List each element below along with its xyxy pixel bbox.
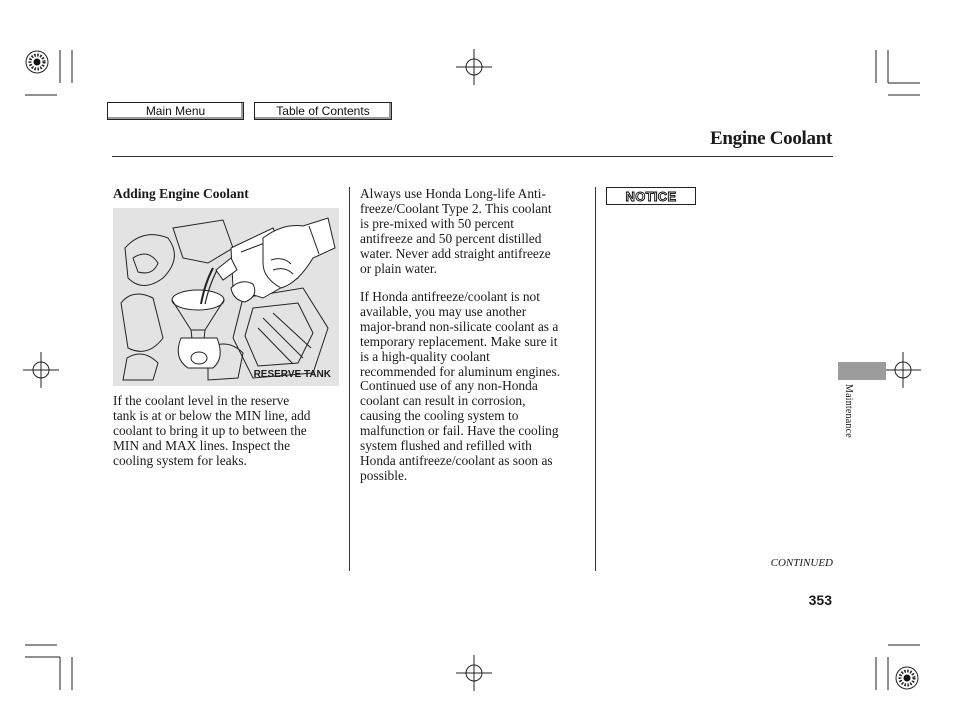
middle-paragraph-2: If Honda antifreeze/coolant is not available, you may use another major-brand non-silicate coolant as a temporary replacement. Make sure it is a high-quality coolant recommended for aluminum engines. Continued use of any non-Honda coolant can result in corrosion, causing the cooling system to malfunction or fail. Have the cooling system flushed and refilled with Honda antifreeze/coolant as soon as possible. xyxy=(360,289,561,483)
middle-paragraph-1: Always use Honda Long-life Anti- freeze/Coolant Type 2. This coolant is pre-mixed with 50 percent antifreeze and 50 percent distilled water. Never add straight antifreeze or plain water. xyxy=(360,186,552,276)
column-divider-2 xyxy=(595,187,596,571)
notice-box xyxy=(606,187,696,205)
continued-label: CONTINUED xyxy=(770,557,833,569)
section-heading: Adding Engine Coolant xyxy=(113,186,249,201)
section-tab-marker xyxy=(838,362,886,380)
table-of-contents-button[interactable]: Table of Contents xyxy=(254,102,392,120)
page-number: 353 xyxy=(808,592,832,608)
registration-mark-bottom-right xyxy=(896,667,918,689)
figure-caption: RESERVE TANK xyxy=(253,369,331,380)
section-tab-label: Maintenance xyxy=(843,384,854,438)
registration-mark-top-left xyxy=(26,51,48,73)
column-divider-1 xyxy=(349,187,350,571)
header-rule xyxy=(112,156,833,157)
main-menu-button[interactable]: Main Menu xyxy=(107,102,244,120)
pouring-coolant-drawing xyxy=(113,208,339,386)
notice-label: NOTICE xyxy=(625,188,677,204)
engine-coolant-illustration xyxy=(113,208,339,386)
left-paragraph: If the coolant level in the reserve tank is at or below the MIN line, add coolant to bring it up to between the MIN and MAX lines. Inspect the cooling system for leaks. xyxy=(113,393,311,468)
page-title: Engine Coolant xyxy=(710,128,832,149)
